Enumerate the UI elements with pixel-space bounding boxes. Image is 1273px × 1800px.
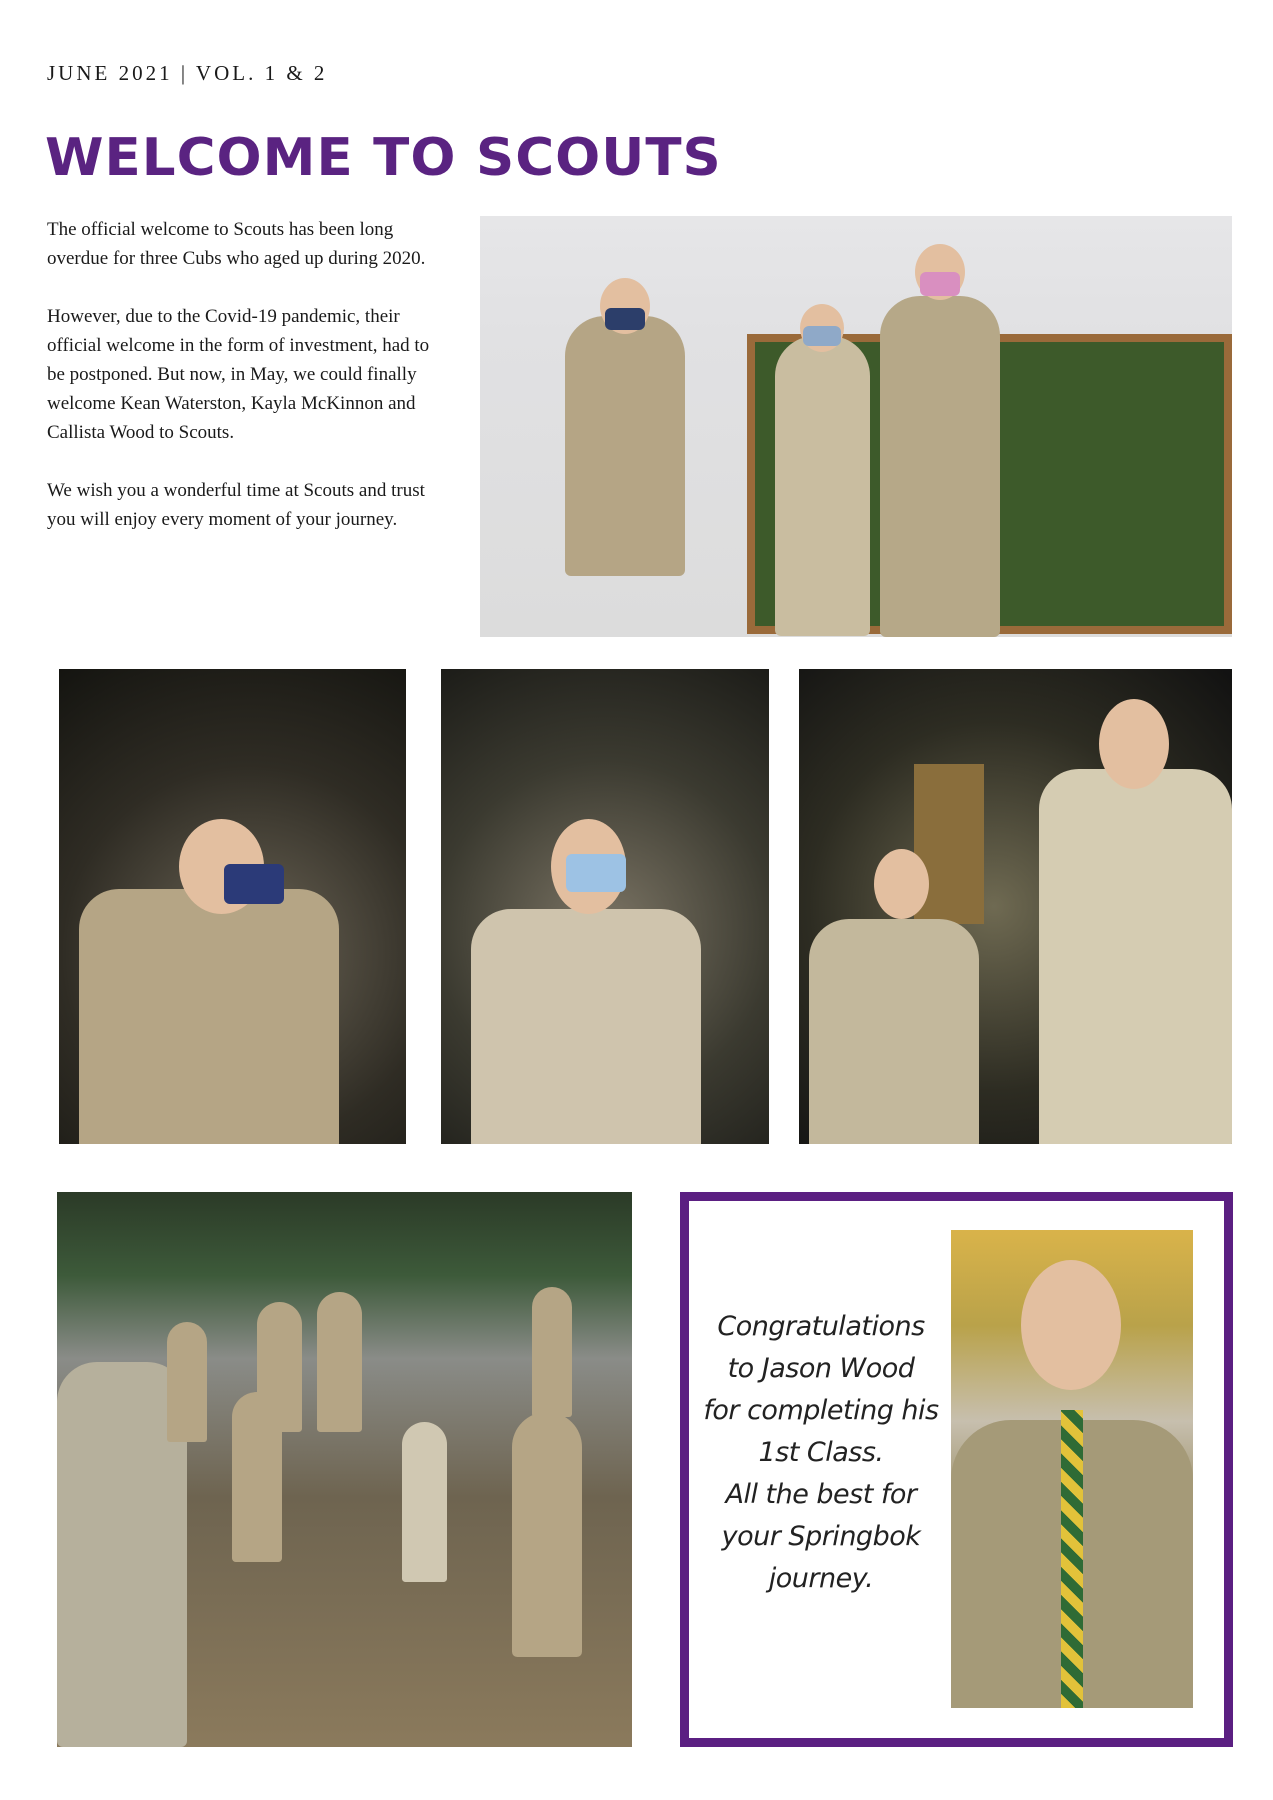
page-title: WELCOME TO SCOUTS (45, 128, 722, 188)
photo-investment-kayla (441, 669, 769, 1144)
scout-figure (257, 1302, 302, 1432)
intro-paragraph: However, due to the Covid-19 pandemic, their official welcome in the form of investment, had to be postponed. But now, in May, we could finally welcome Kean Waterston, Kayla McKinnon and Callista Wood to Scouts. (47, 306, 430, 443)
scout-figure (79, 889, 339, 1144)
intro-paragraph: The official welcome to Scouts has been long overdue for three Cubs who aged up during 2020. (47, 219, 426, 269)
photo-jason-wood (951, 1230, 1193, 1708)
scout-figure (775, 336, 870, 636)
scout-figure (880, 296, 1000, 637)
scout-figure (532, 1287, 572, 1417)
leader-figure (1039, 769, 1232, 1144)
congrats-text (690, 1306, 952, 1600)
scout-figure (512, 1412, 582, 1657)
mask (566, 854, 626, 892)
scout-figure (471, 909, 701, 1144)
photo-troop-yard (57, 1192, 632, 1747)
issue-line: JUNE 2021 | VOL. 1 & 2 (47, 61, 328, 85)
congrats-line: Congratulations (717, 1311, 925, 1342)
scout-figure (809, 919, 979, 1144)
intro-paragraph: We wish you a wonderful time at Scouts and trust you will enjoy every moment of your journey. (47, 480, 425, 530)
photo-three-scouts (480, 216, 1232, 637)
mask (605, 308, 645, 330)
photo-investment-kean (59, 669, 406, 1144)
scarf (1061, 1410, 1083, 1708)
congrats-line: journey. (768, 1563, 874, 1594)
photo-investment-callista (799, 669, 1232, 1144)
scout-head (1021, 1260, 1121, 1390)
scout-figure (565, 316, 685, 576)
congrats-line: your Springbok (721, 1521, 921, 1552)
congrats-line: to Jason Wood (727, 1353, 915, 1384)
scout-figure (402, 1422, 447, 1582)
scout-figure (167, 1322, 207, 1442)
congrats-line: for completing his (703, 1395, 939, 1426)
mask (803, 326, 841, 346)
intro-text (47, 215, 447, 563)
mask (224, 864, 284, 904)
scout-head (874, 849, 929, 919)
congrats-line: All the best for (725, 1479, 917, 1510)
mask (920, 272, 960, 296)
congrats-line: 1st Class. (758, 1437, 884, 1468)
scout-figure (317, 1292, 362, 1432)
leader-head (1099, 699, 1169, 789)
